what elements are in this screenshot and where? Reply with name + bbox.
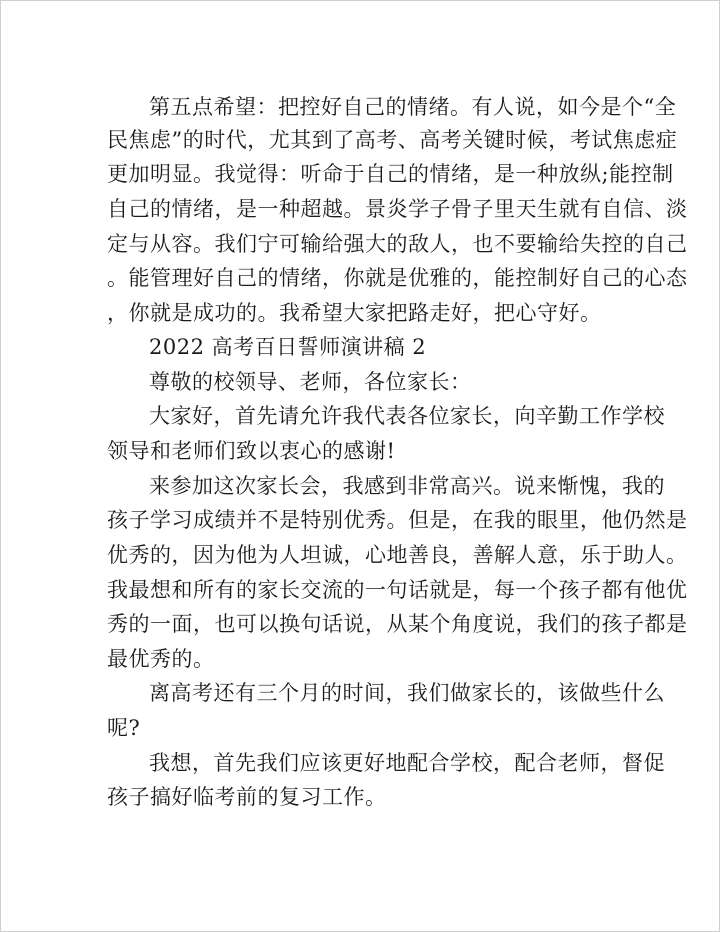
text-line: 定与从容。我们宁可输给强大的敌人，也不要输给失控的自己 [107,232,688,256]
section-title: 2022 高考百日誓师演讲稿 2 [149,335,427,359]
text-line: ，你就是成功的。我希望大家把路走好，把心守好。 [107,301,602,325]
text-line: 领导和老师们致以衷心的感谢! [107,439,396,463]
text-line: 大家好，首先请允许我代表各位家长，向辛勤工作学校 [149,404,665,428]
text-line: 秀的一面，也可以换句话说，从某个角度说，我们的孩子都是 [107,612,688,636]
text-line: 来参加这次家长会，我感到非常高兴。说来惭愧，我的 [149,474,665,498]
text-line: 孩子学习成绩并不是特别优秀。但是，在我的眼里，他仍然是 [107,508,688,532]
text-line: 。能管理好自己的情绪，你就是优雅的，能控制好自己的心态 [107,266,688,290]
text-line: 呢? [107,716,141,740]
text-line: 自己的情绪，是一种超越。景炎学子骨子里天生就有自信、淡 [107,197,688,221]
text-line: 优秀的，因为他为人坦诚，心地善良，善解人意，乐于助人。 [107,543,688,567]
salutation: 尊敬的校领导、老师，各位家长： [149,370,472,394]
text-line: 更加明显。我觉得：听命于自己的情绪，是一种放纵;能控制 [107,162,674,186]
text-line: 我最想和所有的家长交流的一句话就是，每一个孩子都有他优 [107,578,688,602]
text-line: 我想，首先我们应该更好地配合学校，配合老师，督促 [149,751,665,775]
text-line: 民焦虑”的时代，尤其到了高考、高考关键时候，考试焦虑症 [107,128,678,152]
text-line: 孩子搞好临考前的复习工作。 [107,785,387,809]
text-line: 第五点希望：把控好自己的情绪。有人说，如今是个“全 [149,95,677,119]
text-line: 最优秀的。 [107,647,215,671]
text-line: 离高考还有三个月的时间，我们做家长的，该做些什么 [149,681,665,705]
